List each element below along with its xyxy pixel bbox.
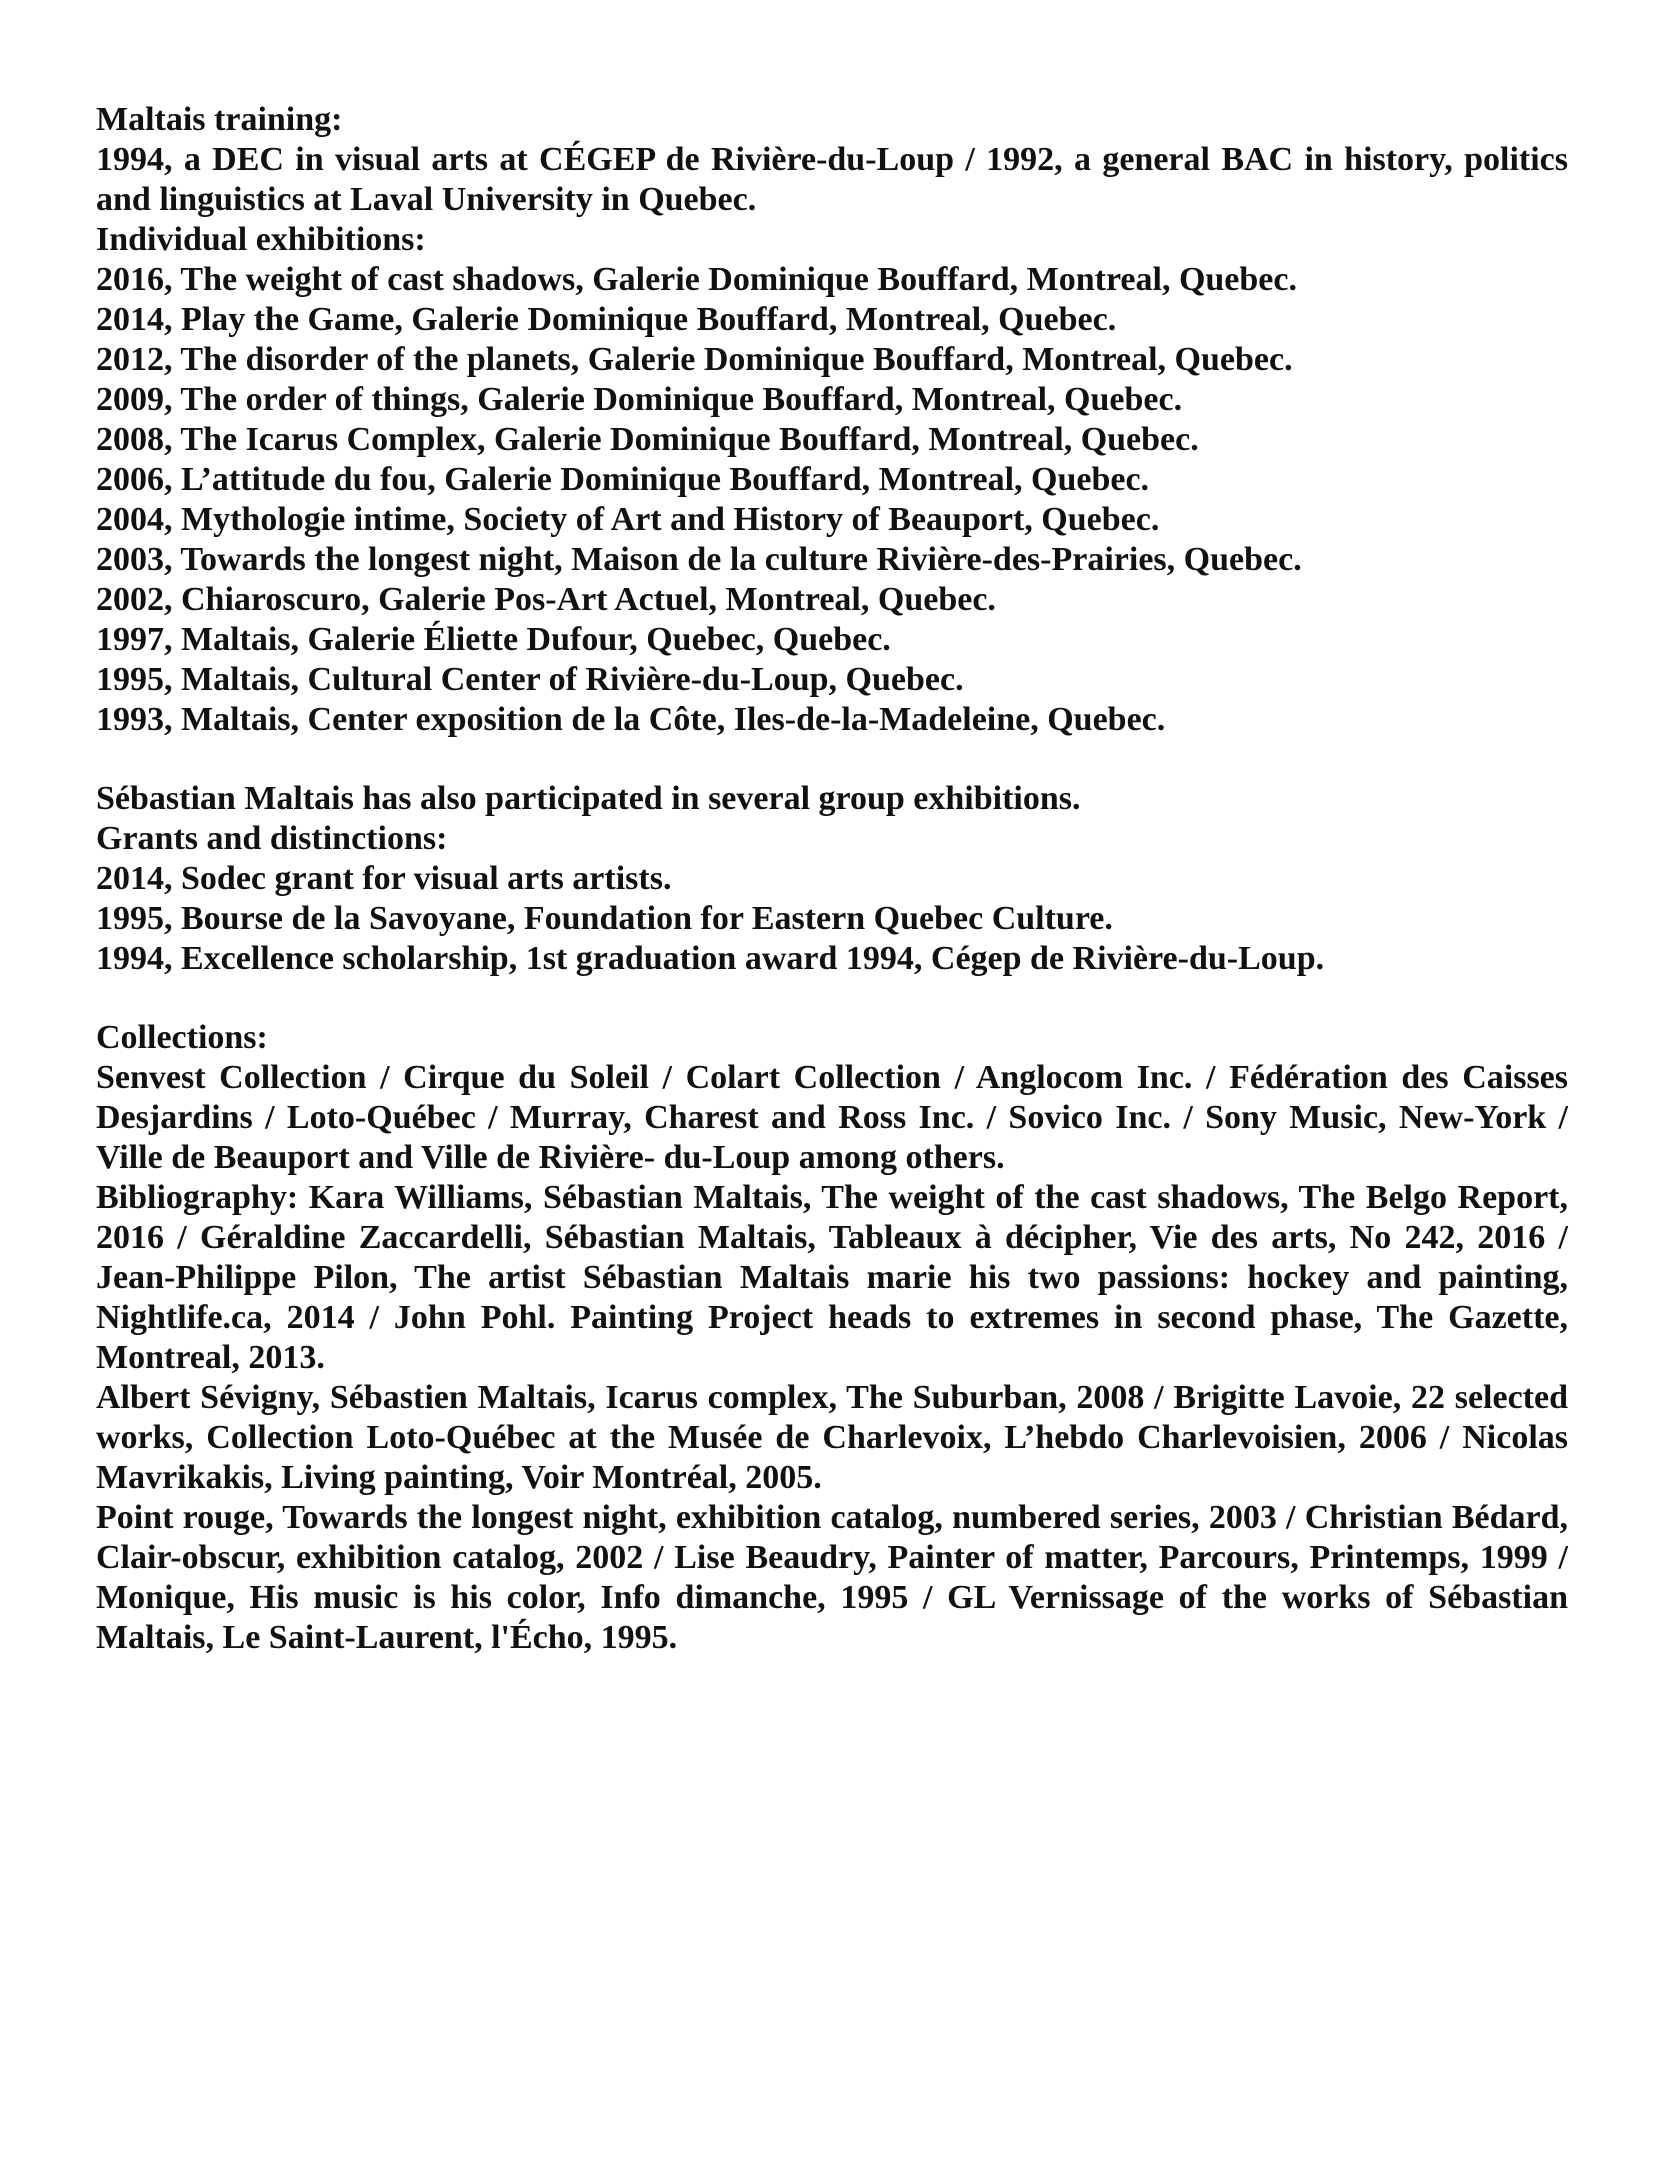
individual-exhibitions-heading: Individual exhibitions: [96, 221, 426, 258]
exhibition-item: 2008, The Icarus Complex, Galerie Dominique Bouffard, Montreal, Quebec. [96, 421, 1199, 458]
exhibition-item: 2009, The order of things, Galerie Dominique Bouffard, Montreal, Quebec. [96, 381, 1183, 418]
exhibition-item: 2014, Play the Game, Galerie Dominique Bouffard, Montreal, Quebec. [96, 301, 1117, 338]
grant-item: 1995, Bourse de la Savoyane, Foundation for Eastern Quebec Culture. [96, 900, 1113, 937]
grant-item: 1994, Excellence scholarship, 1st graduation award 1994, Cégep de Rivière-du-Loup. [96, 940, 1325, 977]
exhibition-item: 2002, Chiaroscuro, Galerie Pos-Art Actuel, Montreal, Quebec. [96, 581, 996, 618]
collections-heading: Collections: [96, 1019, 268, 1056]
collections-text: Senvest Collection / Cirque du Soleil / Colart Collection / Anglocom Inc. / Fédération des Caisses Desjardins / Loto-Québec / Murray, Charest and Ross Inc. / Sovico Inc. / Sony Music, New-York / Ville de Beauport and Ville de Rivière- du-Loup among others. [96, 1059, 1568, 1176]
grants-heading: Grants and distinctions: [96, 820, 448, 857]
exhibition-item: 2016, The weight of cast shadows, Galerie Dominique Bouffard, Montreal, Quebec. [96, 261, 1297, 298]
exhibition-item: 1993, Maltais, Center exposition de la Côte, Iles-de-la-Madeleine, Quebec. [96, 701, 1166, 738]
exhibition-item: 2004, Mythologie intime, Society of Art and History of Beauport, Quebec. [96, 501, 1160, 538]
grant-item: 2014, Sodec grant for visual arts artists. [96, 860, 672, 897]
group-exhibitions-note: Sébastian Maltais has also participated in several group exhibitions. [96, 780, 1081, 817]
exhibition-item: 1995, Maltais, Cultural Center of Rivière-du-Loup, Quebec. [96, 661, 964, 698]
training-heading: Maltais training: [96, 101, 343, 138]
training-text: 1994, a DEC in visual arts at CÉGEP de Rivière-du-Loup / 1992, a general BAC in history, politics and linguistics at Laval University in Quebec. [96, 141, 1568, 218]
bibliography-paragraph: Bibliography: Kara Williams, Sébastian Maltais, The weight of the cast shadows, The Belgo Report, 2016 / Géraldine Zaccardelli, Sébastian Maltais, Tableaux à décipher, Vie des arts, No 242, 2016 / Jean-Philippe Pilon, The artist Sébastian Maltais marie his two passions: hockey and painting, Nightlife.ca, 2014 / John Pohl. Painting Project heads to extremes in second phase, The Gazette, Montreal, 2013. [96, 1179, 1568, 1376]
exhibition-item: 1997, Maltais, Galerie Éliette Dufour, Quebec, Quebec. [96, 621, 891, 658]
exhibition-item: 2012, The disorder of the planets, Galerie Dominique Bouffard, Montreal, Quebec. [96, 341, 1293, 378]
bibliography-paragraph: Point rouge, Towards the longest night, exhibition catalog, numbered series, 2003 / Christian Bédard, Clair-obscur, exhibition catalog, 2002 / Lise Beaudry, Painter of matter, Parcours, Printemps, 1999 / Monique, His music is his color, Info dimanche, 1995 / GL Vernissage of the works of Sébastian Maltais, Le Saint-Laurent, l'Écho, 1995. [96, 1499, 1568, 1656]
exhibition-item: 2003, Towards the longest night, Maison de la culture Rivière-des-Prairies, Quebec. [96, 541, 1302, 578]
individual-exhibitions-list [96, 260, 1568, 740]
exhibition-item: 2006, L’attitude du fou, Galerie Dominique Bouffard, Montreal, Quebec. [96, 461, 1150, 498]
grants-list [96, 859, 1568, 979]
document-page [96, 100, 1568, 1658]
bibliography-paragraph: Albert Sévigny, Sébastien Maltais, Icarus complex, The Suburban, 2008 / Brigitte Lavoie, 22 selected works, Collection Loto-Québec at the Musée de Charlevoix, L’hebdo Charlevoisien, 2006 / Nicolas Mavrikakis, Living painting, Voir Montréal, 2005. [96, 1379, 1568, 1496]
